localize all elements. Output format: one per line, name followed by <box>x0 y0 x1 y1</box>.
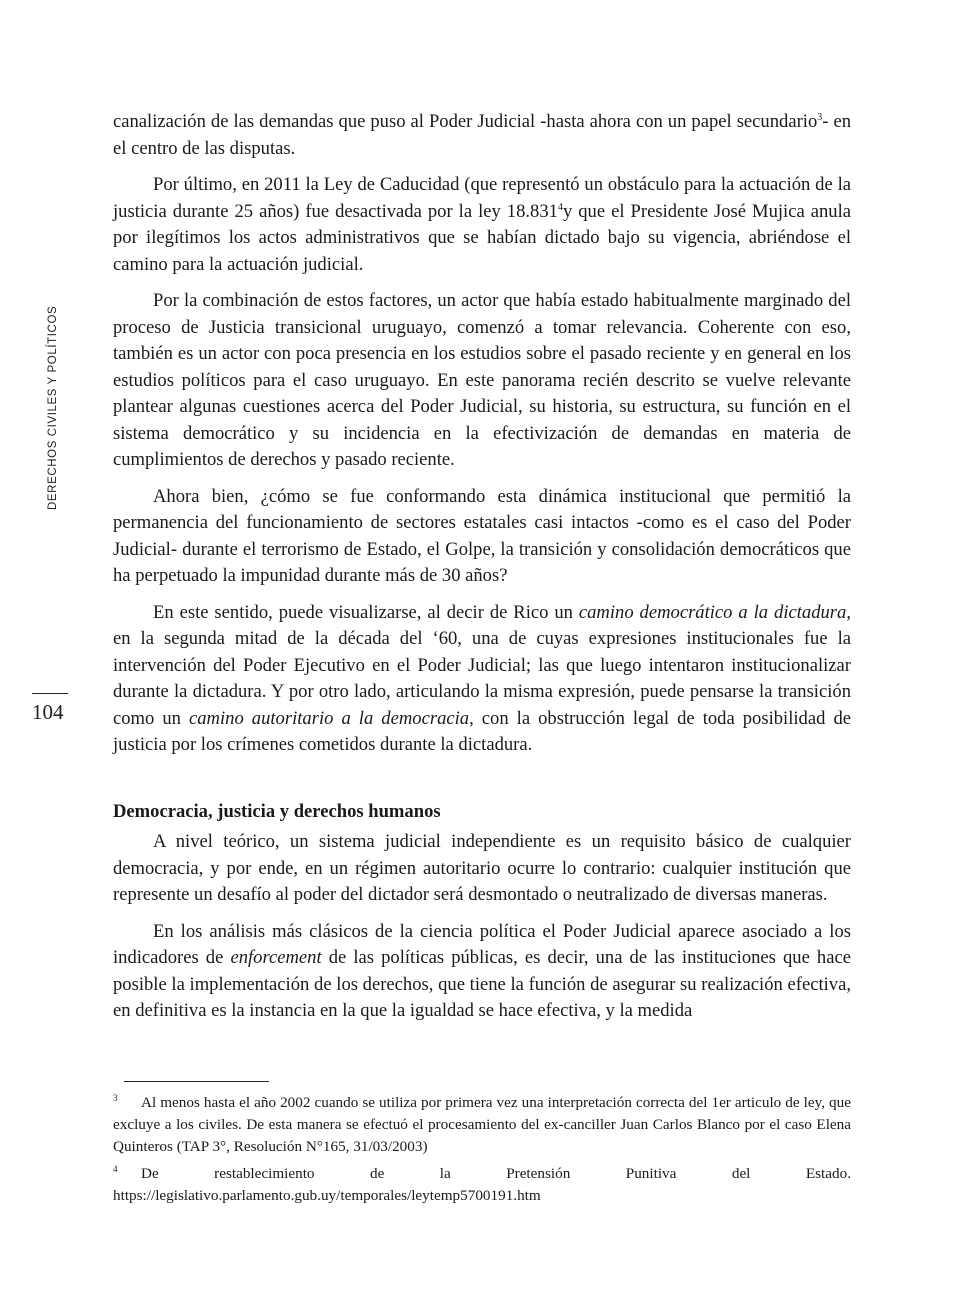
running-header-side-label: DERECHOS CIVILES Y POLÍTICOS <box>47 305 59 510</box>
footnote-4-text[interactable]: De restablecimiento de la Pretensión Punitiva del Estado. https://legislativo.parlamento.gub.uy/temporales/leytemp5700191.htm <box>113 1165 851 1204</box>
paragraph-7-emphasis: enforcement <box>230 947 322 968</box>
paragraph-5-text-a: En este sentido, puede visualizarse, al decir de Rico un <box>153 601 579 623</box>
paragraph-1 <box>113 109 851 162</box>
paragraph-2-text-a: Por último, en 2011 la Ley de Caducidad (que representó un obstáculo para la actuación de la justicia durante 25 años) fue desactivada por la ley 18.831 <box>113 174 851 222</box>
paragraph-6: A nivel teórico, un sistema judicial independiente es un requisito básico de cualquier democracia, y por ende, en un régimen autoritario ocurre lo contrario: cualquier institución que represente un desafío al poder del dictador será desmontado o neutralizado de diversas maneras. <box>113 831 851 905</box>
footnote-4 <box>113 1158 851 1207</box>
page-number-rule <box>32 693 68 694</box>
footnote-ref-3[interactable]: 3 <box>817 112 823 123</box>
paragraph-5-text-c: , con la obstrucción legal de toda posibilidad de justicia por los crímenes cometidos durante la dictadura. <box>113 707 851 755</box>
footnote-4-mark: 4 <box>113 1164 118 1174</box>
paragraph-7-text-a: En los análisis más clásicos de la ciencia política el Poder Judicial aparece asociado a los indicadores de <box>113 920 851 968</box>
paragraph-7-text-b: de las políticas públicas, es decir, una de las instituciones que hace posible la implementación de los derechos, que tiene la función de asegurar su realización efectiva, en definitiva es la instancia en la que la igualdad se hace efectiva, y la medida <box>113 947 851 1021</box>
paragraph-5-emphasis-1: camino democrático a la dictadura <box>578 601 847 623</box>
paragraph-3: Por la combinación de estos factores, un actor que había estado habitualmente marginado del proceso de Justicia transicional uruguayo, comenzó a tomar relevancia. Coherente con eso, también es un actor con poca presencia en los estudios sobre el pasado reciente y en general en los estudios políticos para el caso uruguayo. En este panorama recién descrito se vuelve relevante plantear algunas cuestiones acerca del Poder Judicial, su historia, su estructura, su función en el sistema democrático y su incidencia en la efectivización de demandas en materia de cumplimientos de derechos y pasado reciente. <box>113 290 851 470</box>
paragraph-2 <box>113 172 851 278</box>
footnote-3-mark: 3 <box>113 1093 118 1103</box>
footnote-3-text: Al menos hasta el año 2002 cuando se utiliza por primera vez una interpretación correcta del 1er articulo de ley, que excluye a los civiles. De esta manera se efectuó el procesamiento del ex-canciller Juan Carlos Blanco por el caso Elena Quinteros (TAP 3°, Resolución N°165, 31/03/2003) <box>113 1094 851 1155</box>
footnote-3 <box>113 1087 851 1158</box>
paragraph-1-text-b: - en el centro de las disputas. <box>113 111 852 159</box>
paragraph-7 <box>113 919 851 1025</box>
paragraph-5-text-b: , en la segunda mitad de la década del ‘60, una de cuyas expresiones institucionales fue la intervención del Poder Ejecutivo en el Poder Judicial; las que luego intentaron institucionalizar durante la dictadura. Y por otro lado, articulando la misma expresión, puede pensarse la transición como un <box>113 601 851 729</box>
footnotes <box>113 1087 851 1207</box>
footnote-separator <box>124 1081 269 1082</box>
paragraph-5 <box>113 600 851 759</box>
footnote-ref-4[interactable]: 4 <box>557 201 563 213</box>
paragraph-5-emphasis-2: camino autoritario a la democracia <box>189 707 470 729</box>
section-heading: Democracia, justicia y derechos humanos <box>113 800 441 822</box>
body-text <box>113 109 851 1025</box>
paragraph-4: Ahora bien, ¿cómo se fue conformando esta dinámica institucional que permitió la permanencia del funcionamiento de sectores estatales casi intactos -como es el caso del Poder Judicial- durante el terrorismo de Estado, el Golpe, la transición y consolidación democráticos que ha perpetuado la impunidad durante más de 30 años? <box>113 485 851 586</box>
paragraph-2-text-b: y que el Presidente José Mujica anula por ilegítimos los actos administrativos que se habían dictado bajo su vigencia, abriéndose el camino para la actuación judicial. <box>113 200 851 275</box>
paragraph-1-text-a: canalización de las demandas que puso al Poder Judicial -hasta ahora con un papel secundario <box>113 111 818 132</box>
page-number: 104 <box>32 700 64 724</box>
